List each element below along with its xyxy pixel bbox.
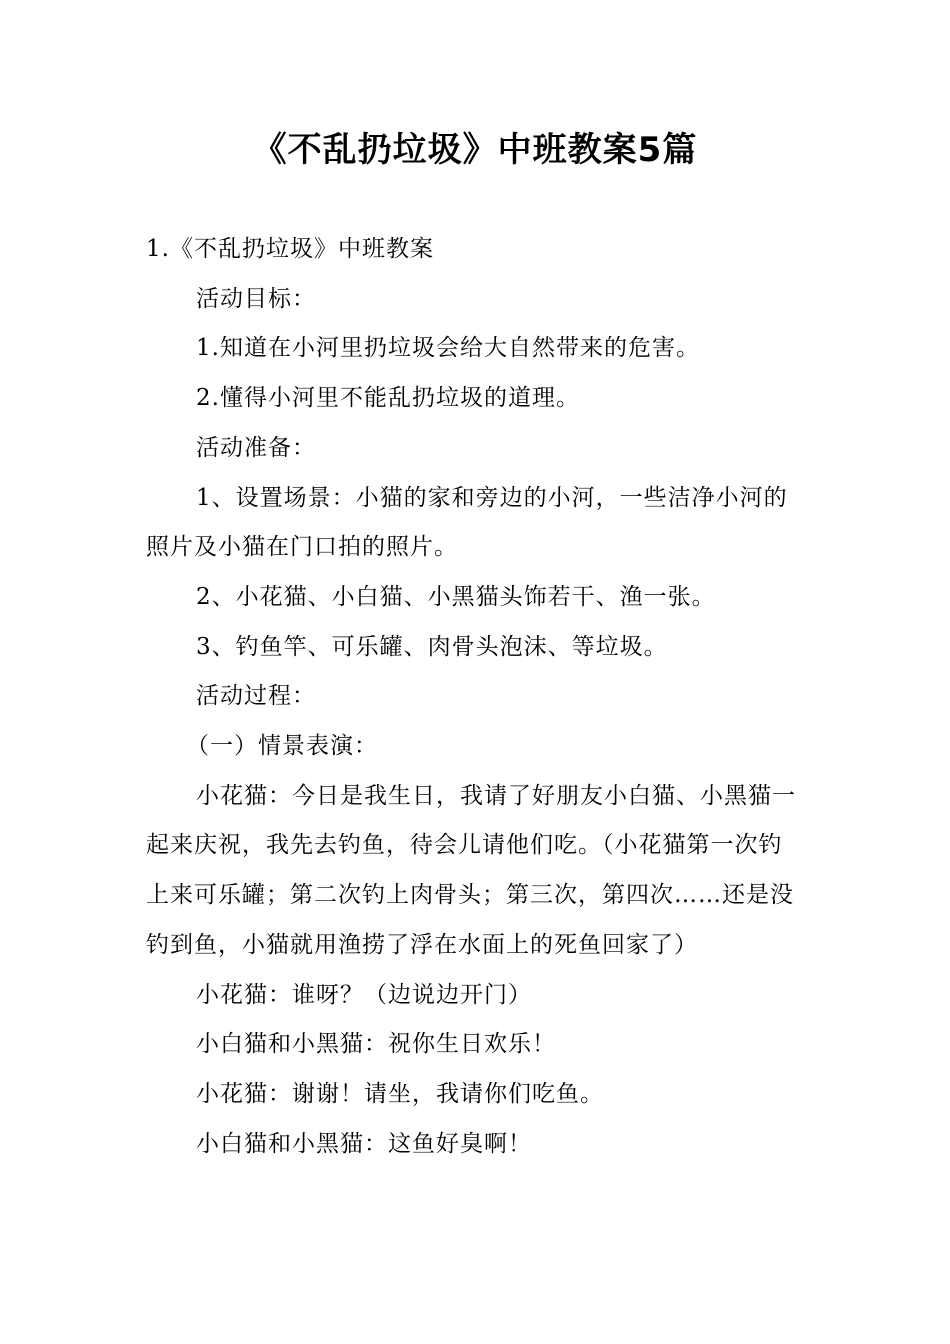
paragraph: 小白猫和小黑猫：这鱼好臭啊！ [196,1130,532,1157]
subheading-goals: 活动目标： [196,285,316,312]
paragraph: 小花猫：今日是我生日，我请了好朋友小白猫、小黑猫一起来庆祝，我先去钓鱼，待会儿请他们吃。（小花猫第一次钓上来可乐罐；第二次钓上肉骨头；第三次，第四次……还是没钓到鱼，小猫就用渔捞了浮在水面上的死鱼回家了） [146,782,796,958]
paragraph: 1.知道在小河里扔垃圾会给大自然带来的危害。 [196,335,700,362]
document-body [146,225,806,1169]
document-title: 《不乱扔垃圾》中班教案5篇 [252,130,698,170]
subheading-process: 活动过程： [196,683,316,710]
paragraph: 3、钓鱼竿、可乐罐、肉骨头泡沫、等垃圾。 [196,633,668,660]
subheading-scene: （一）情景表演： [186,733,378,760]
paragraph: 小白猫和小黑猫：祝你生日欢乐！ [196,1031,556,1058]
subheading-preparation: 活动准备： [196,434,316,461]
section-heading: 1.《不乱扔垃圾》中班教案 [146,236,434,262]
paragraph: 2.懂得小河里不能乱扔垃圾的道理。 [196,385,580,412]
paragraph: 小花猫：谁呀？（边说边开门） [196,981,532,1008]
paragraph: 小花猫：谢谢！请坐，我请你们吃鱼。 [196,1080,604,1107]
paragraph: 2、小花猫、小白猫、小黑猫头饰若干、渔一张。 [196,583,716,610]
paragraph: 1、设置场景：小猫的家和旁边的小河，一些洁净小河的照片及小猫在门口拍的照片。 [146,484,788,561]
